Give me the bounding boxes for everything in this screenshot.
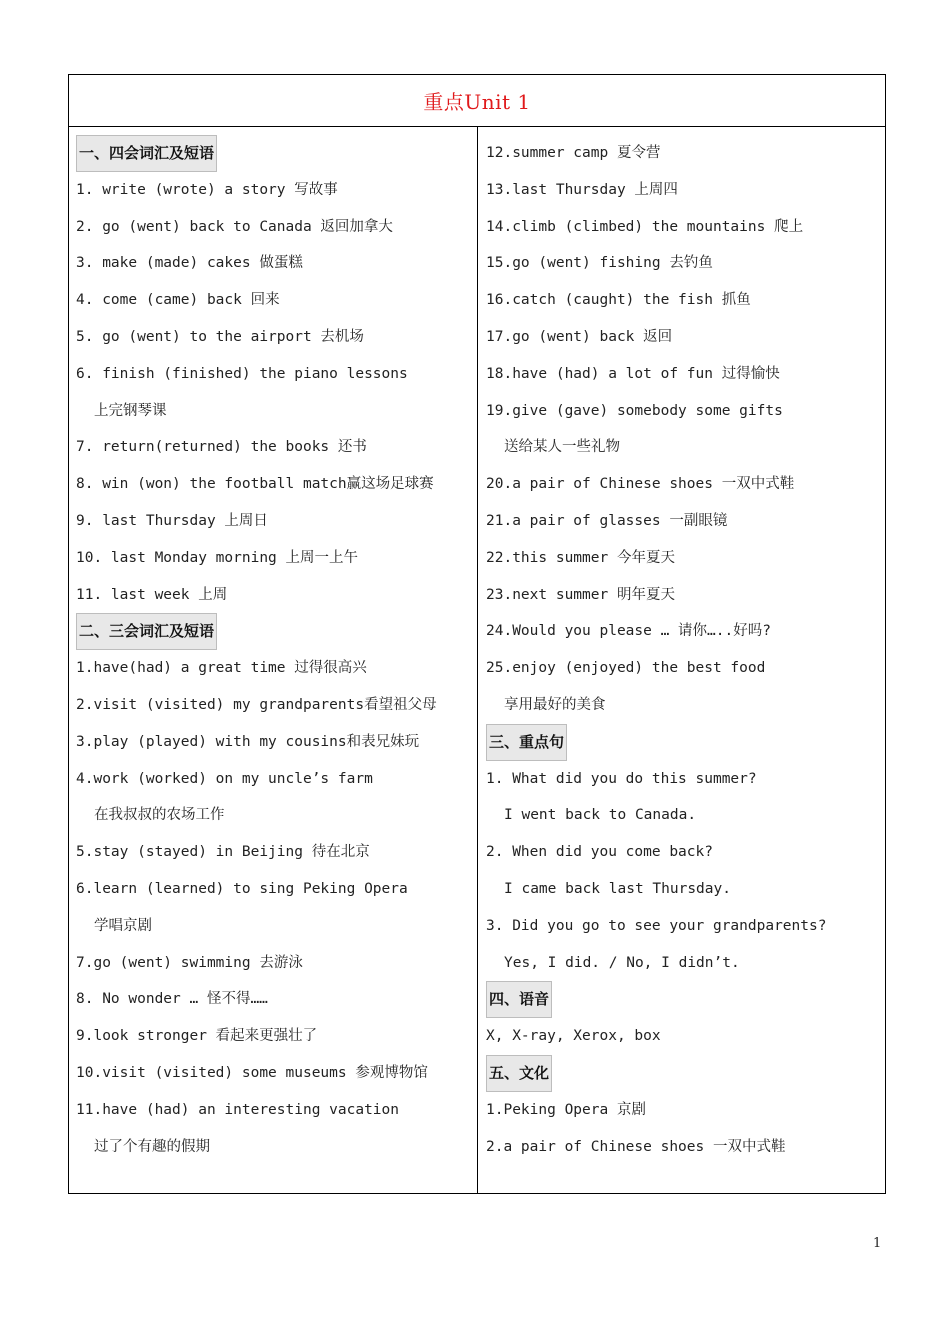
list-item: 3. make (made) cakes 做蛋糕 xyxy=(76,255,303,272)
list-item: 10. last Monday morning 上周一上午 xyxy=(76,549,359,566)
list-item: 18.have (had) a lot of fun 过得愉快 xyxy=(486,365,780,382)
list-item: 2.visit (visited) my grandparents看望祖父母 xyxy=(76,696,437,713)
list-item: 7.go (went) swimming 去游泳 xyxy=(76,954,303,971)
list-item-translation: 上完钢琴课 xyxy=(94,402,167,419)
sentence-item: 1. What did you do this summer? xyxy=(486,770,757,787)
list-item: 3.play (played) with my cousins和表兄妹玩 xyxy=(76,733,420,750)
section-heading-three-skill-vocab: 二、三会词汇及短语 xyxy=(76,613,472,650)
list-item: 4.work (worked) on my uncle’s farm xyxy=(76,770,373,787)
list-item: 7. return(returned) the books 还书 xyxy=(76,439,367,456)
list-item-translation: 过了个有趣的假期 xyxy=(94,1138,210,1155)
section-heading-key-sentences: 三、重点句 xyxy=(486,724,882,761)
culture-item: 2.a pair of Chinese shoes 一双中式鞋 xyxy=(486,1138,786,1155)
list-item: 9.look stronger 看起来更强壮了 xyxy=(76,1028,318,1045)
list-item: 9. last Thursday 上周日 xyxy=(76,512,268,529)
left-column xyxy=(76,135,472,1165)
column-divider xyxy=(477,127,478,1194)
right-column xyxy=(486,135,882,1165)
list-item: 1. write (wrote) a story 写故事 xyxy=(76,181,338,198)
list-item: 25.enjoy (enjoyed) the best food xyxy=(486,660,766,677)
title-row xyxy=(69,75,885,127)
list-item-translation: 学唱京剧 xyxy=(94,917,152,934)
sentence-item: 2. When did you come back? xyxy=(486,844,713,861)
phonics-item: X, X-ray, Xerox, box xyxy=(486,1028,661,1045)
list-item: 1.have(had) a great time 过得很高兴 xyxy=(76,660,367,677)
list-item: 6.learn (learned) to sing Peking Opera xyxy=(76,880,408,897)
sentence-answer: I came back last Thursday. xyxy=(504,880,731,897)
list-item: 5.stay (stayed) in Beijing 待在北京 xyxy=(76,844,370,861)
list-item: 13.last Thursday 上周四 xyxy=(486,181,678,198)
list-item: 8. No wonder … 怪不得…… xyxy=(76,991,268,1008)
list-item: 11. last week 上周 xyxy=(76,586,228,603)
list-item: 19.give (gave) somebody some gifts xyxy=(486,402,783,419)
list-item: 23.next summer 明年夏天 xyxy=(486,586,675,603)
list-item: 24.Would you please … 请你…..好吗? xyxy=(486,623,771,640)
section-heading-culture: 五、文化 xyxy=(486,1055,882,1092)
list-item: 10.visit (visited) some museums 参观博物馆 xyxy=(76,1064,428,1081)
list-item: 20.a pair of Chinese shoes 一双中式鞋 xyxy=(486,476,795,493)
sentence-answer: Yes, I did. / No, I didn’t. xyxy=(504,954,740,971)
list-item: 15.go (went) fishing 去钓鱼 xyxy=(486,255,713,272)
document-table xyxy=(68,74,886,1194)
list-item: 21.a pair of glasses 一副眼镜 xyxy=(486,512,728,529)
section-heading-phonics: 四、语音 xyxy=(486,981,882,1018)
page-number: 1 xyxy=(873,1236,882,1251)
list-item: 2. go (went) back to Canada 返回加拿大 xyxy=(76,218,393,235)
page-title: 重点Unit 1 xyxy=(423,90,531,114)
list-item: 14.climb (climbed) the mountains 爬上 xyxy=(486,218,804,235)
list-item: 22.this summer 今年夏天 xyxy=(486,549,675,566)
list-item: 6. finish (finished) the piano lessons xyxy=(76,365,408,382)
culture-item: 1.Peking Opera 京剧 xyxy=(486,1101,646,1118)
list-item: 4. come (came) back 回来 xyxy=(76,292,280,309)
list-item-translation: 在我叔叔的农场工作 xyxy=(94,807,225,824)
list-item: 11.have (had) an interesting vacation xyxy=(76,1101,400,1118)
section-heading-four-skill-vocab: 一、四会词汇及短语 xyxy=(76,135,472,172)
list-item-translation: 送给某人一些礼物 xyxy=(504,439,620,456)
list-item: 17.go (went) back 返回 xyxy=(486,328,673,345)
list-item: 12.summer camp 夏令营 xyxy=(486,145,661,161)
sentence-item: 3. Did you go to see your grandparents? xyxy=(486,917,827,934)
list-item: 5. go (went) to the airport 去机场 xyxy=(76,328,364,345)
list-item-translation: 享用最好的美食 xyxy=(504,696,606,713)
sentence-answer: I went back to Canada. xyxy=(504,807,697,824)
list-item: 8. win (won) the football match赢这场足球赛 xyxy=(76,476,434,493)
list-item: 16.catch (caught) the fish 抓鱼 xyxy=(486,292,751,309)
